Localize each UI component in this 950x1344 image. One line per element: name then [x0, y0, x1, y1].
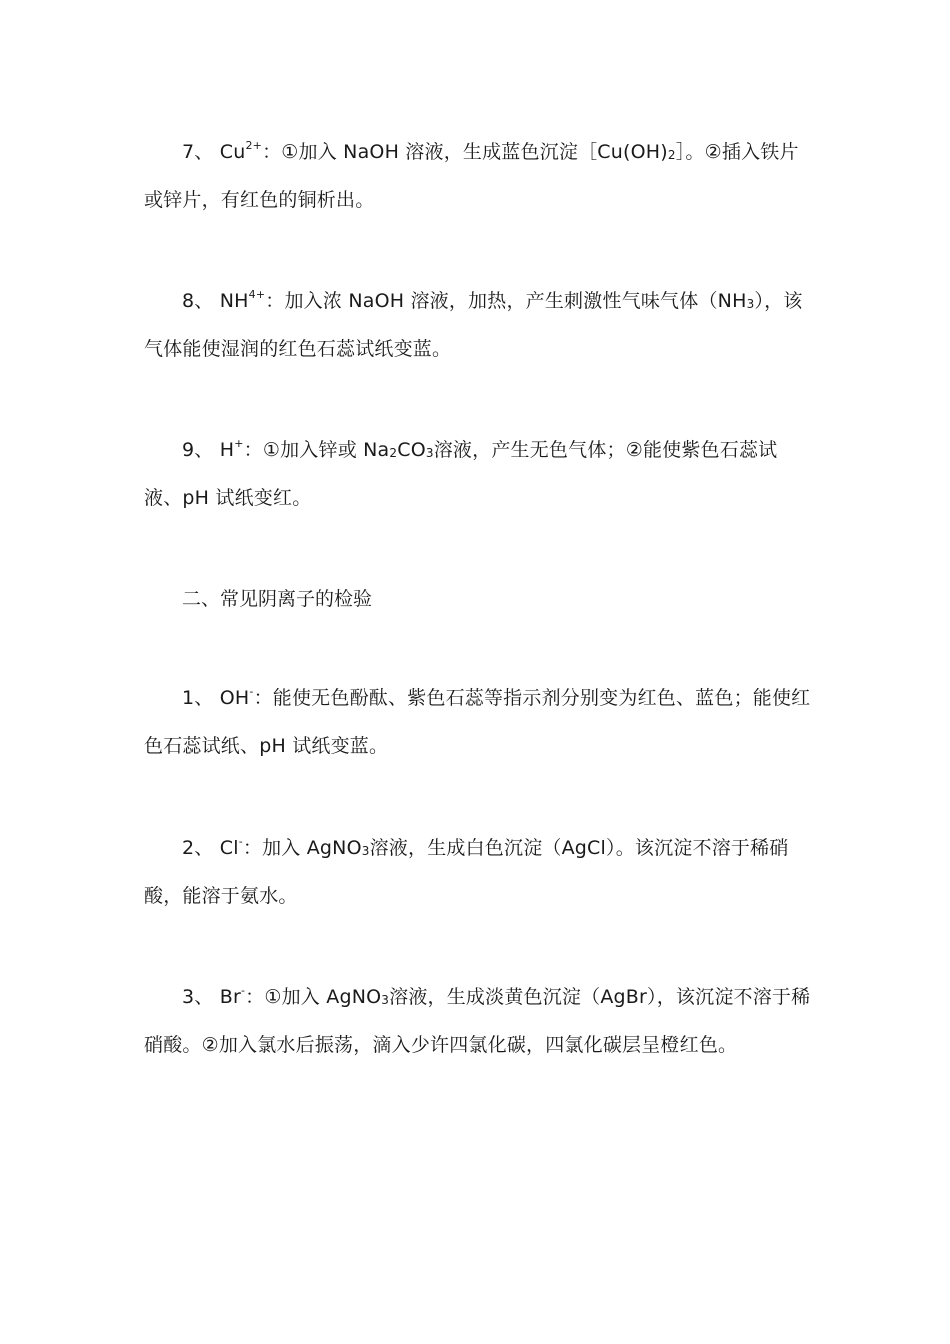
item-text: ：加入浓 NaOH 溶液，加热，产生刺激性气味气体（NH — [265, 290, 747, 312]
subscript: 3 — [381, 993, 390, 1007]
subscript: 2 — [667, 148, 676, 162]
item-text: ：①加入 AgNO — [245, 986, 382, 1008]
item-text: ），该气体能使湿润的红色石蕊试纸变蓝。 — [144, 290, 803, 360]
cation-item-nh4 — [144, 277, 814, 373]
item-text: ：加入 AgNO — [242, 837, 362, 859]
item-number: 3、 — [182, 986, 214, 1008]
ion-charge: - — [241, 984, 246, 997]
item-number: 9、 — [182, 439, 214, 461]
ion-symbol: NH — [219, 290, 249, 312]
item-text: ：①加入锌或 Na — [243, 439, 390, 461]
section-heading: 二、常见阴离子的检验 — [182, 588, 373, 610]
ion-symbol: OH — [219, 687, 250, 709]
anion-item-oh — [144, 674, 814, 770]
ion-symbol: Br — [219, 986, 241, 1008]
item-text: ］。②插入铁片或锌片，有红色的铜析出。 — [144, 141, 799, 211]
item-text: CO — [397, 439, 426, 461]
cation-item-h — [144, 426, 814, 522]
item-number: 7、 — [182, 141, 214, 163]
subscript: 3 — [746, 297, 755, 311]
item-text: 溶液，生成淡黄色沉淀（AgBr），该沉淀不溶于稀硝酸。②加入氯水后振荡，滴入少许四氯化碳，四氯化碳层呈橙红色。 — [144, 986, 811, 1056]
cation-item-cu — [144, 128, 814, 224]
ion-symbol: Cl — [219, 837, 239, 859]
subscript: 3 — [361, 844, 370, 858]
item-number: 8、 — [182, 290, 214, 312]
subscript: 2 — [389, 446, 398, 460]
ion-symbol: Cu — [219, 141, 246, 163]
ion-charge: + — [234, 437, 244, 450]
item-text: ：能使无色酚酞、紫色石蕊等指示剂分别变为红色、蓝色；能使红色石蕊试纸、pH 试纸变蓝。 — [144, 687, 811, 757]
item-number: 1、 — [182, 687, 214, 709]
item-text: 溶液，产生无色气体；②能使紫色石蕊试液、pH 试纸变红。 — [144, 439, 778, 509]
anion-item-br — [144, 973, 814, 1069]
ion-symbol: H — [219, 439, 235, 461]
ion-charge: - — [249, 685, 254, 698]
subscript: 3 — [425, 446, 434, 460]
item-number: 2、 — [182, 837, 214, 859]
item-text: 溶液，生成白色沉淀（AgCl）。该沉淀不溶于稀硝酸，能溶于氨水。 — [144, 837, 789, 907]
ion-charge: 2+ — [245, 139, 263, 152]
ion-charge: 4+ — [248, 288, 266, 301]
ion-charge: - — [238, 835, 243, 848]
item-text: ：①加入 NaOH 溶液，生成蓝色沉淀［Cu(OH) — [262, 141, 668, 163]
anion-item-cl — [144, 824, 814, 920]
